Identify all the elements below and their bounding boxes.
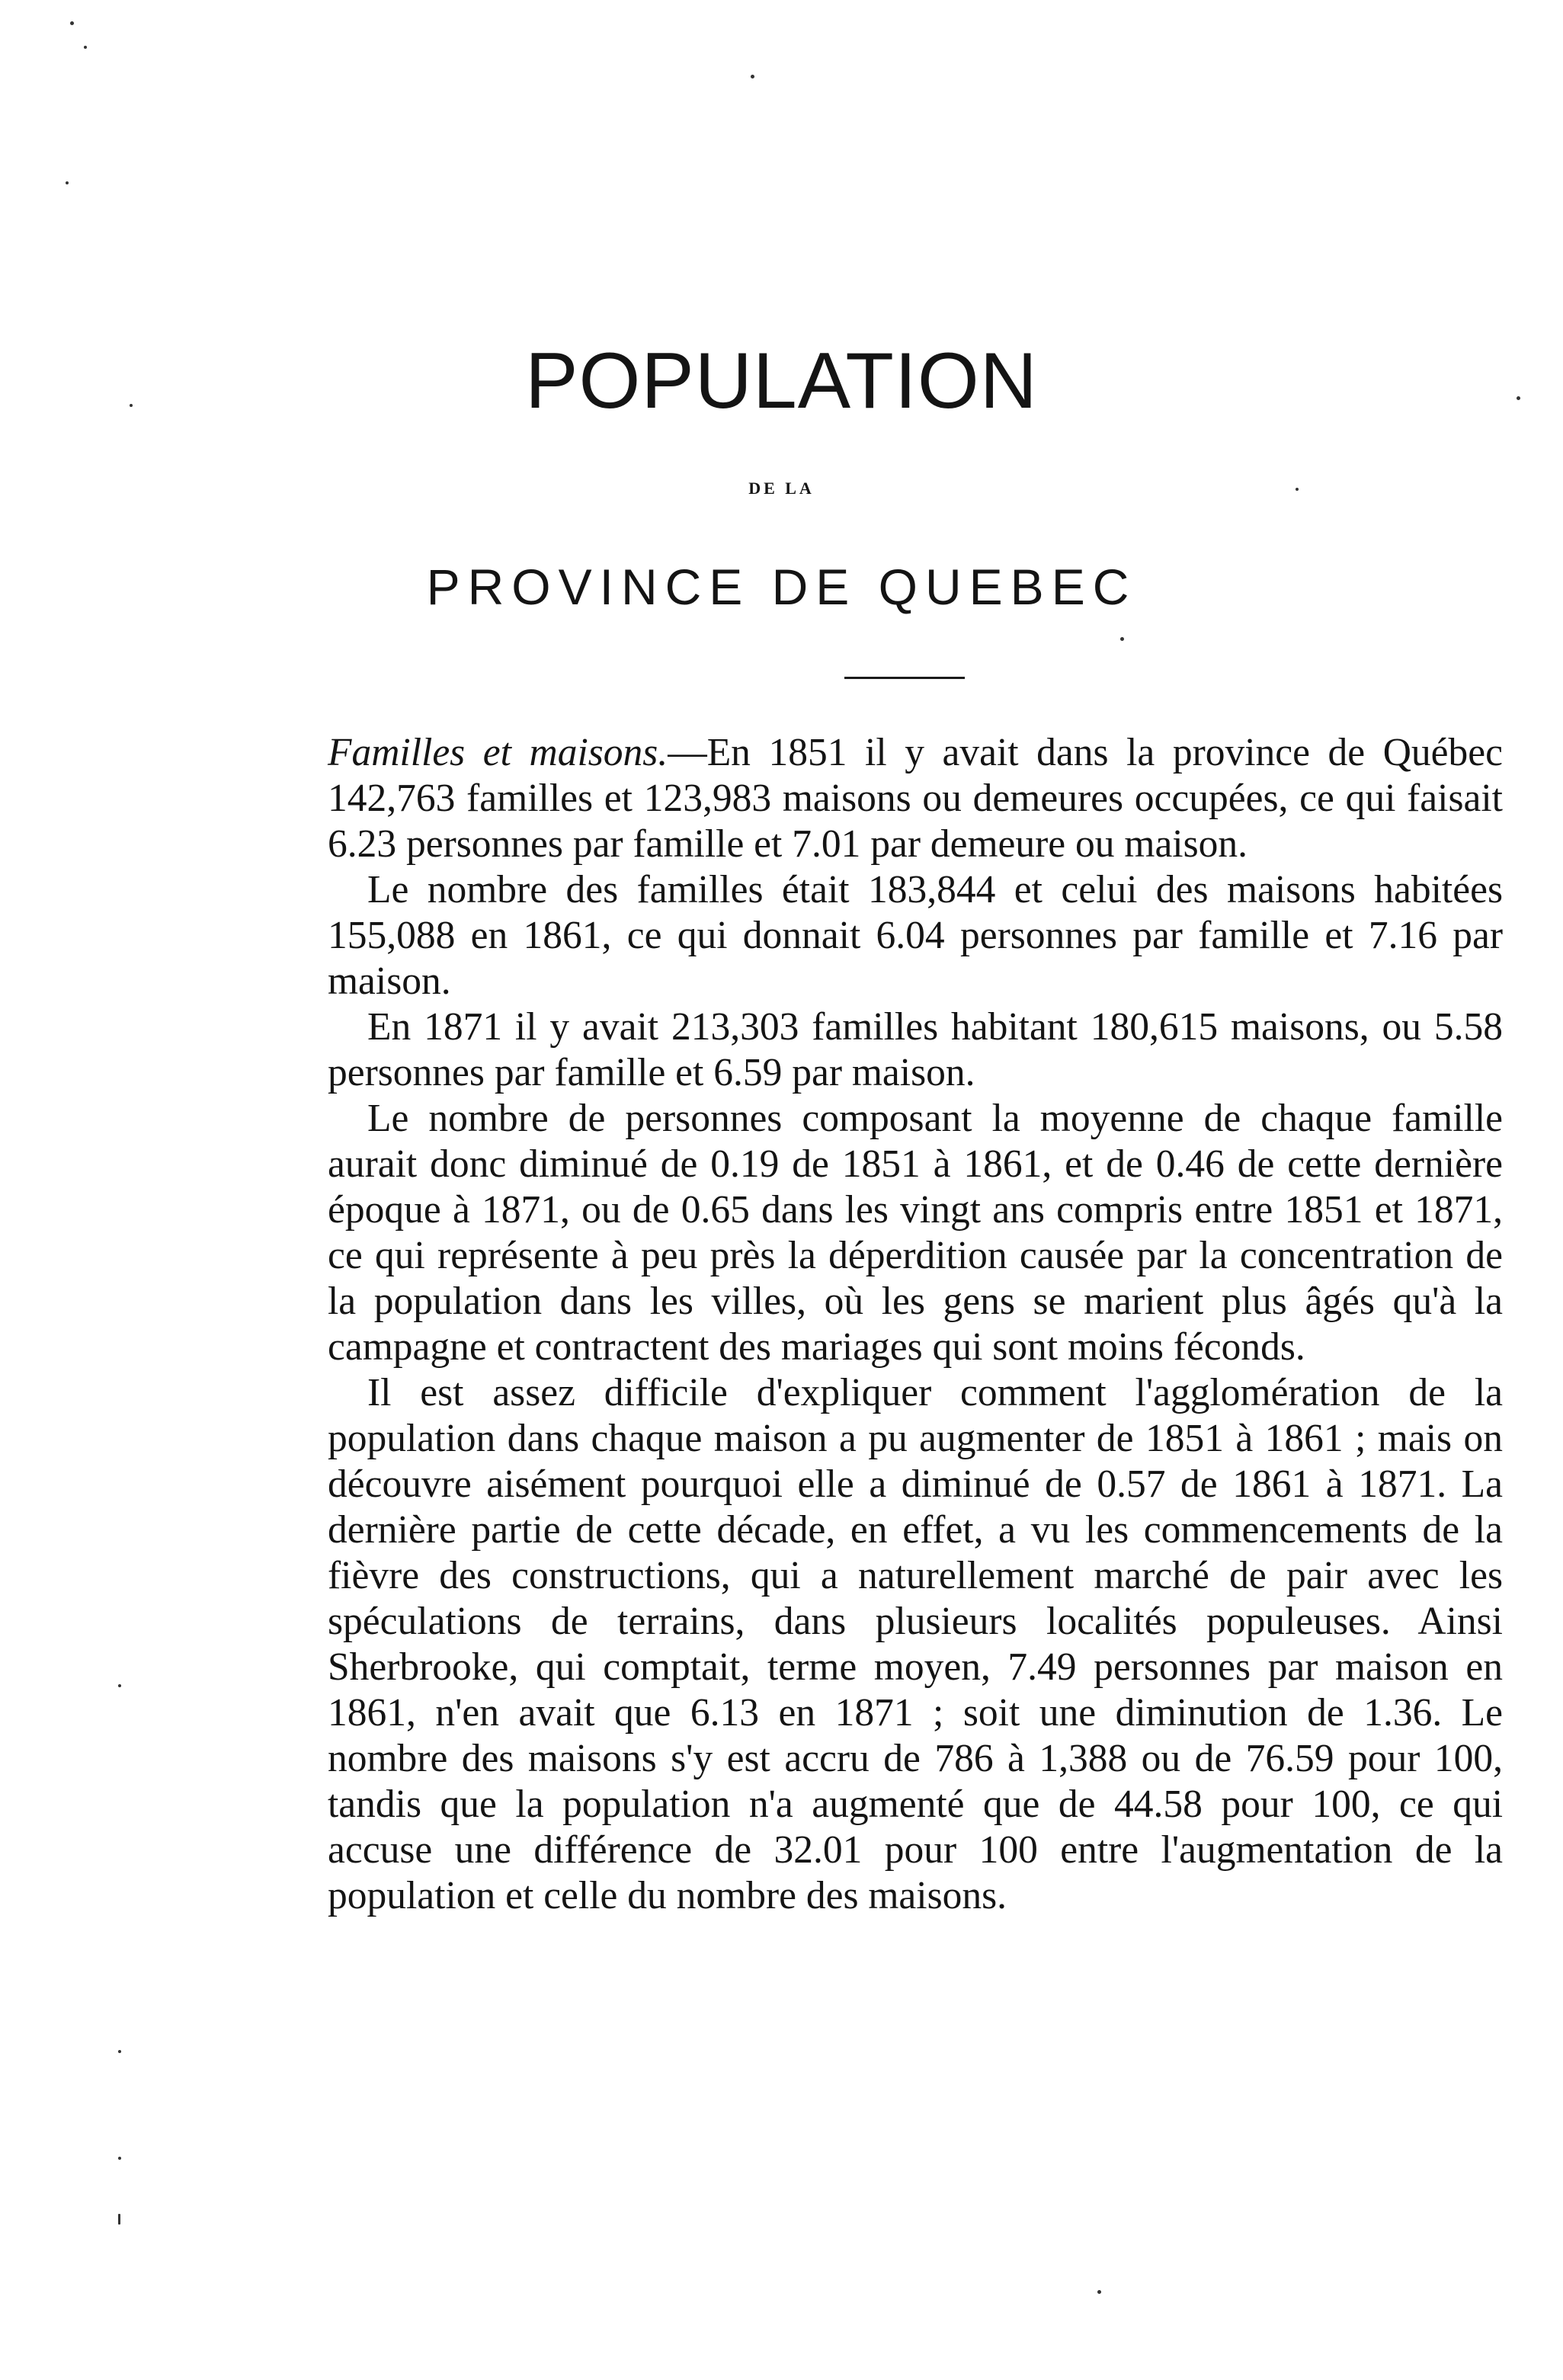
scan-speck [1296, 488, 1299, 491]
paragraph-text: —En 1851 il y avait dans la province de Québec 142,763 familles et 123,983 maisons ou demeures occupées, ce qui faisait 6.23 personnes par famille et 7.01 par demeure ou maison. [328, 731, 1503, 866]
subtitle-connector: DE LA [748, 479, 815, 498]
scan-speck [118, 2214, 120, 2225]
scan-speck [66, 181, 69, 184]
page-title: POPULATION [525, 337, 1038, 425]
scan-speck [1517, 396, 1520, 400]
separator-rule [844, 677, 965, 679]
scan-speck [118, 2157, 121, 2160]
scan-speck [1120, 637, 1124, 641]
subtitle: PROVINCE DE QUEBEC [426, 559, 1137, 615]
paragraph-4: Le nombre de personnes composant la moyenne de chaque famille aurait donc diminué de 0.19 de 1851 à 1861, et de 0.46 de cette dernière époque à 1871, ou de 0.65 dans les vingt ans compris entre 1851 et 1871, ce qui représente à peu près la déperdition causée par la concentration de la population dans les villes, où les gens se marient plus âgés qu'à la campagne et contractent des mariages qui sont moins féconds. [328, 1097, 1503, 1369]
paragraph-5: Il est assez difficile d'expliquer comment l'agglomération de la population dans chaque maison a pu augmenter de 1851 à 1861 ; mais on découvre aisément pourquoi elle a diminué de 0.57 de 1861 à 1871. La dernière partie de cette décade, en effet, a vu les commencements de la fièvre des constructions, qui a naturellement marché de pair avec les spéculations de terrains, dans plusieurs localités populeuses. Ainsi Sherbrooke, qui comptait, terme moyen, 7.49 personnes par maison en 1861, n'en avait que 6.13 en 1871 ; soit une diminution de 1.36. Le nombre des maisons s'y est accru de 786 à 1,388 ou de 76.59 pour 100, tandis que la population n'a augmenté que de 44.58 pour 100, ce qui accuse une différence de 32.01 pour 100 entre l'augmentation de la population et celle du nombre des maisons. [328, 1371, 1503, 1917]
paragraph-2: Le nombre des familles était 183,844 et celui des maisons habitées 155,088 en 1861, ce qui donnait 6.04 personnes par famille et 7.16 par maison. [328, 868, 1503, 1003]
paragraph-1 [328, 730, 1503, 867]
scan-speck [84, 46, 87, 49]
scan-speck [1097, 2290, 1101, 2294]
scan-speck [751, 75, 754, 78]
scan-speck [70, 21, 74, 25]
scan-speck [130, 404, 133, 407]
scan-speck [118, 2050, 121, 2053]
scan-speck [118, 1684, 121, 1687]
paragraph-lead: Familles et maisons. [328, 731, 668, 774]
paragraph-3: En 1871 il y avait 213,303 familles habitant 180,615 maisons, ou 5.58 personnes par famille et 6.59 par maison. [328, 1005, 1503, 1094]
body-text [328, 730, 1503, 1919]
